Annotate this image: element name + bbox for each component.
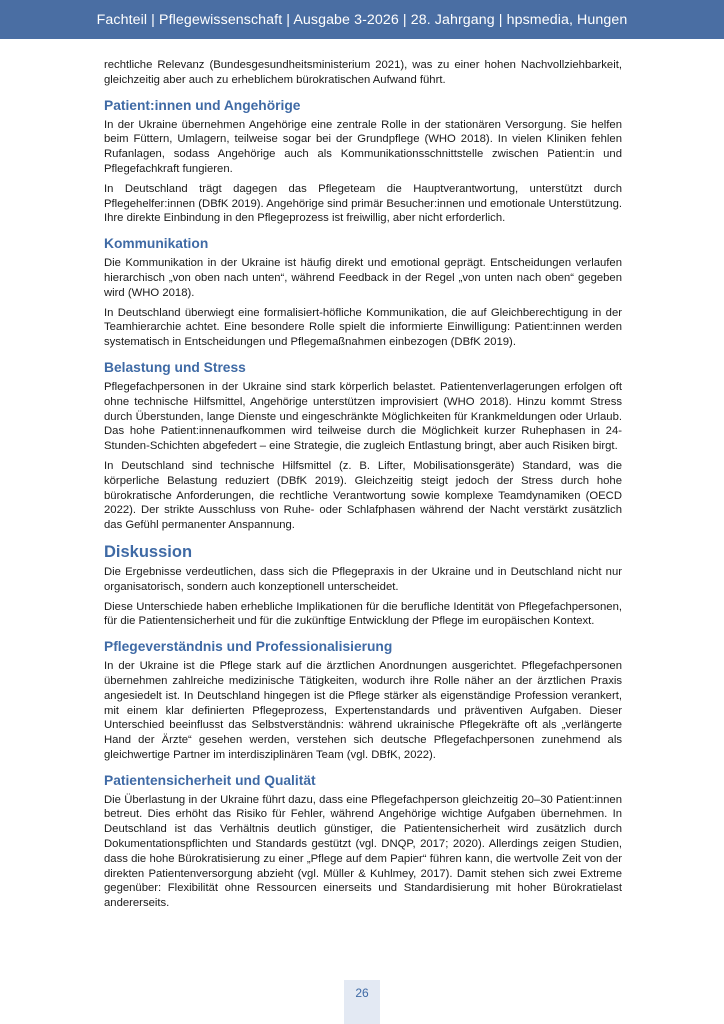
subsection-heading-professionalization: Pflegeverständnis und Professionalisierung <box>104 639 393 655</box>
paragraph: Die Kommunikation in der Ukraine ist häufig direkt und emotional geprägt. Entscheidungen verlaufen hierarchisch „von oben nach unten“, während Feedback in der Regel „von unten nach oben“ gegeben wird (WHO 2018). <box>104 257 622 299</box>
page-number-label: 26 <box>355 986 369 1000</box>
section-heading-stress: Belastung und Stress <box>104 359 246 375</box>
paragraph: In der Ukraine ist die Pflege stark auf die ärztlichen Anordnungen ausgerichtet. Pflegefachpersonen übernehmen zahlreiche medizinische Tätigkeiten, wodurch ihre Rolle näher an der ärztlichen Praxis angesiedelt ist. In Deutschland hingegen ist die Pflege stärker als eigenständige Profession verankert, mit einem klar definierten Pflegeprozess, Expertenstandards und präventiven Aufgaben. Dieser Unterschied beeinflusst das Selbstverständnis: während ukrainische Pflegekräfte oft als „verlängerte Hand der Ärzte“ gesehen werden, verstehen sich deutsche Pflegefachpersonen zunehmend als gleichwertige Partner im interdisziplinären Team (vgl. DBfK, 2022). <box>104 660 622 761</box>
journal-header-title: Fachteil | Pflegewissenschaft | Ausgabe 3-2026 | 28. Jahrgang | hpsmedia, Hungen <box>96 11 628 28</box>
paragraph: In Deutschland überwiegt eine formalisiert-höfliche Kommunikation, die auf Gleichberechtigung in der Teamhierarchie achtet. Eine besondere Rolle spielt die informierte Einwilligung: Patient:innen werden systematisch in Entscheidungen und Pflegemaßnahmen einbezogen (DBfK 2019). <box>104 306 622 349</box>
intro-paragraph: rechtliche Relevanz (Bundesgesundheitsministerium 2021), was zu einer hohen Nachvollziehbarkeit, gleichzeitig aber auch zu erheblichem bürokratischen Aufwand führt. <box>104 59 622 86</box>
subsection-heading-patient-safety: Patientensicherheit und Qualität <box>104 772 316 788</box>
paragraph: Diese Unterschiede haben erhebliche Implikationen für die berufliche Identität von Pflegefachpersonen, für die Patientensicherheit und für die zukünftige Entwicklung der Pflege im europäischen Kontext. <box>104 600 622 628</box>
paragraph: Die Ergebnisse verdeutlichen, dass sich die Pflegepraxis in der Ukraine und in Deutschland nicht nur organisatorisch, sondern auch konzeptionell unterscheidet. <box>104 565 622 593</box>
journal-header-bar <box>0 0 724 39</box>
paragraph: Die Überlastung in der Ukraine führt dazu, dass eine Pflegefachperson gleichzeitig 20–30 Patient:innen betreut. Dies erhöht das Risiko für Fehler, während Angehörige wichtige Aufgaben übernehmen. In Deutschland ist das Verhältnis deutlich günstiger, die Patientensicherheit wird zusätzlich durch Dokumentationspflichten und Standards gestützt (vgl. DNQP, 2017; 2020). Allerdings zeigen Studien, dass die hohe Bürokratisierung zu einer „Pflege auf dem Papier“ führen kann, die wertvolle Zeit von der direkten Patientenversorgung abzieht (vgl. Müller & Kuhlmey, 2017). Damit stehen sich zwei Extreme gegenüber: Flexibilität ohne Ressourcen einerseits und Standardisierung mit hoher Bürokratielast andererseits. <box>104 793 622 910</box>
section-heading-communication: Kommunikation <box>104 236 209 252</box>
section-heading-patients-relatives: Patient:innen und Angehörige <box>104 97 301 113</box>
paragraph: Pflegefachpersonen in der Ukraine sind stark körperlich belastet. Patientenverlagerungen erfolgen oft ohne technische Hilfsmittel, Angehörige unterstützen improvisiert (WHO 2018). Hinzu kommt Stress durch Überstunden, lange Dienste und eingeschränkte Möglichkeiten für Krankmeldungen oder Urlaub. Das hohe Patient:innenaufkommen wird teilweise durch die Möglichkeit kurzer Ruhephasen in 24-Stunden-Schichten abgefedert – eine Strategie, die zugleich Entlastung bringt, aber auch Risiken birgt. <box>104 380 622 453</box>
paragraph: In der Ukraine übernehmen Angehörige eine zentrale Rolle in der stationären Versorgung. Sie helfen beim Füttern, Umlagern, teilweise sogar bei der Grundpflege (WHO 2018). In vielen Kliniken fehlen Rufanlagen, sodass Angehörige auch als Kommunikationsschnittstelle zwischen Patient:in und Pflegefachkraft fungieren. <box>104 118 622 175</box>
article-body <box>104 58 622 916</box>
section-heading-discussion: Diskussion <box>104 542 193 561</box>
paragraph: In Deutschland sind technische Hilfsmittel (z. B. Lifter, Mobilisationsgeräte) Standard, was die körperliche Belastung reduziert (DBfK 2019). Gleichzeitig steigt jedoch der Stress durch hohe bürokratische Anforderungen, die rechtliche Verantwortung sowie komplexe Teamdynamiken (OECD 2022). Der strikte Ausschluss von Ruhe- oder Schlafphasen während der Nacht verstärkt zusätzlich das Gefühl permanenter Anspannung. <box>104 459 622 532</box>
paragraph: In Deutschland trägt dagegen das Pflegeteam die Hauptverantwortung, unterstützt durch Pflegehelfer:innen (DBfK 2019). Angehörige sind primär Besucher:innen und emotionale Unterstützung. Ihre direkte Einbindung in den Pflegeprozess ist freiwillig, aber nicht erforderlich. <box>104 182 622 225</box>
page-number <box>344 980 380 1024</box>
